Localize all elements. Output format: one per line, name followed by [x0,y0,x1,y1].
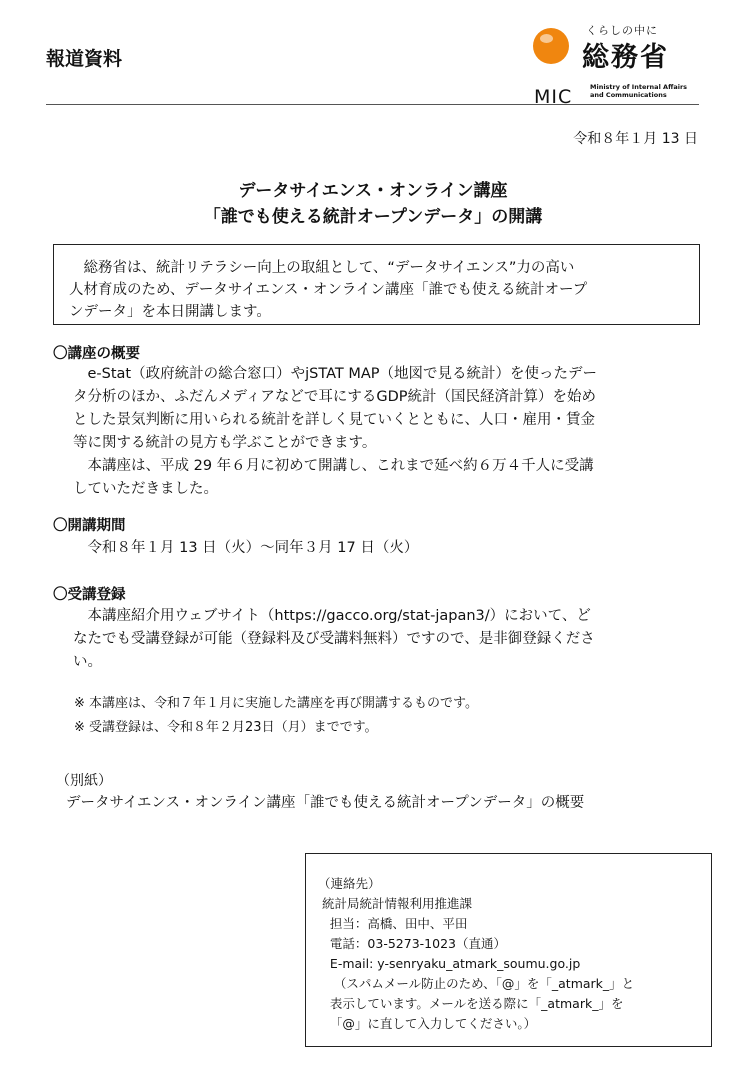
summary-box [53,244,700,325]
logo-ministry-name: 総務省 [582,42,669,73]
section-body-registration: 本講座紹介用ウェブサイト（https://gacco.org/stat-japan3/）において、ど なたでも受講登録が可能（登録料及び受講料無料）ですので、是非御登録くださ い。 [73,608,595,670]
note-item: ※ 本講座は、令和７年１月に実施した講座を再び開講するものです。 [74,696,478,711]
attachment-label: （別紙） [56,773,112,789]
summary-text: 総務省は、統計リテラシー向上の取組として、“データサイエンス”力の高い 人材育成のため、データサイエンス・オンライン講座「誰でも使える統計オープ ンデータ」を本日開講します。 [69,260,588,320]
note-item: ※ 受講登録は、令和８年２月23日（月）までです。 [74,720,378,735]
header-divider [46,104,699,105]
attachment-title: データサイエンス・オンライン講座「誰でも使える統計オープンデータ」の概要 [66,795,585,811]
contact-text: （連絡先） 統計局統計情報利用推進課 担当：高橋、田中、平田 電話：03-5273-1023（直通） E-mail: y-senryaku_atmark_soumu.go.jp （スパムメール防止のため、「@」を「_atmark_」と 表示しています。メールを送る際に「_atmark_」を 「@」に直して入力してください。） [318,876,635,1031]
title-line-1: データサイエンス・オンライン講座 [238,181,508,201]
release-date: 令和８年１月 13 日 [573,131,698,147]
section-body-overview: e-Stat（政府統計の総合窓口）やjSTAT MAP（地図で見る統計）を使ったデー タ分析のほか、ふだんメディアなどで耳にするGDP統計（国民経済計算）を始め とした景気判断に用いられる統計を詳しく見ていくとともに、人口・雇用・賃金 等に関する統計の見方も学ぶことができます。 本講座は、平成 29 年６月に初めて開講し、これまで延べ約６万４千人に受講 していただきました。 [73,366,598,497]
logo-sun-icon [533,28,569,64]
press-release-label: 報道資料 [46,48,123,70]
title-line-2: 「誰でも使える統計オープンデータ」の開講 [203,207,543,227]
section-heading-registration: 〇受講登録 [53,587,126,603]
ministry-logo [530,18,710,108]
section-heading-period: 〇開講期間 [53,518,126,534]
logo-tagline: くらしの中に [586,24,658,37]
section-heading-overview: 〇講座の概要 [53,346,140,362]
contact-box [305,853,712,1047]
section-body-period: 令和８年１月 13 日（火）～同年３月 17 日（火） [73,540,419,556]
logo-mic: MIC [534,86,573,108]
logo-english-name: Ministry of Internal Affairs and Communications [590,83,688,99]
